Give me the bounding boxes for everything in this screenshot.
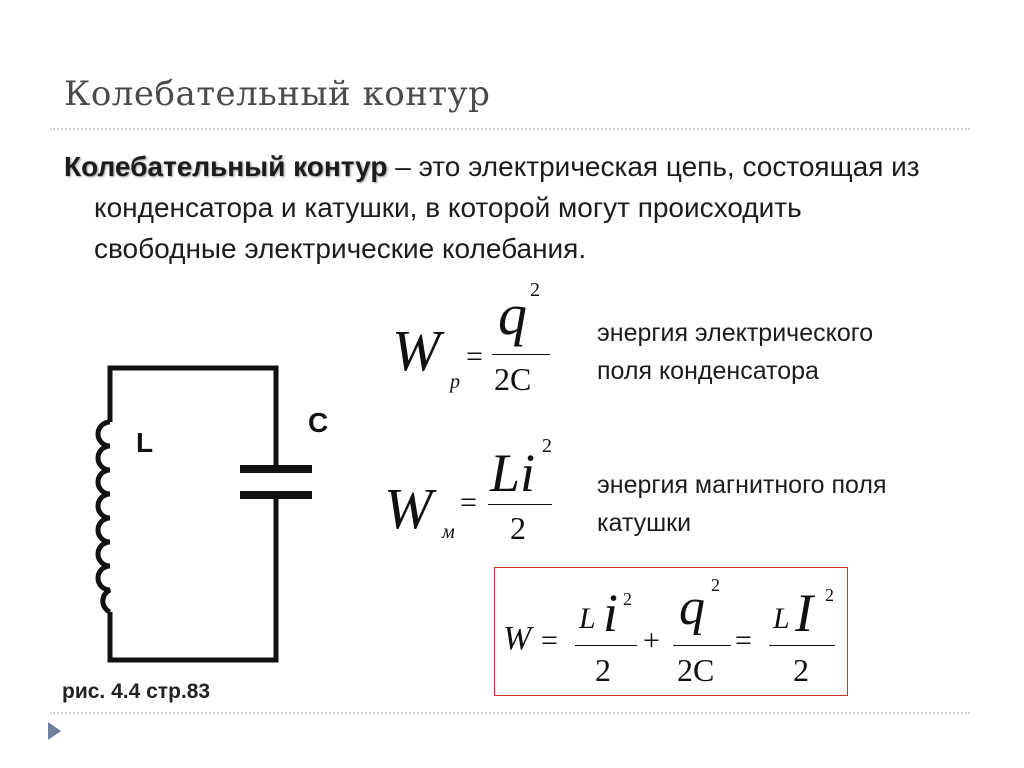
formula-fraction2-q: q: [679, 579, 705, 636]
circuit-wire: [110, 496, 276, 660]
formula-equals: =: [460, 486, 477, 519]
formula-exponent: 2: [623, 589, 632, 609]
formula-subscript: м: [442, 521, 455, 543]
formula-equals: =: [735, 624, 752, 657]
definition-text: – это электрическая цепь, состоящая из конденсатора и катушки, в которой могут происходить свободные электрические колебания.: [94, 151, 920, 264]
formula-fraction1-L: L: [579, 602, 596, 635]
formula-fraction-bar: [492, 354, 550, 355]
formula-fraction3-L: L: [773, 602, 790, 635]
inductor-label: L: [136, 427, 154, 458]
formula-fraction-bar: [673, 645, 731, 646]
formula-fraction-bar: [769, 645, 835, 646]
formula-magnetic-energy: [384, 432, 564, 552]
formula-numerator: q: [498, 282, 527, 347]
formula-exponent: 2: [530, 279, 540, 301]
formula-denominator: 2C: [677, 652, 715, 688]
capacitor-label: C: [308, 407, 329, 438]
formula-plus: +: [643, 624, 660, 657]
description-line: катушки: [597, 509, 692, 537]
circuit-wire: [110, 368, 276, 468]
formula-denominator: 2: [793, 652, 809, 688]
title-divider: [50, 128, 970, 130]
formula-exponent: 2: [542, 435, 552, 457]
formula-fraction-bar: [575, 645, 637, 646]
definition-term: Колебательный контур: [64, 151, 388, 182]
formula-exponent: 2: [825, 585, 834, 605]
formula-denominator: 2: [595, 652, 611, 688]
formula-fraction-bar: [488, 504, 552, 505]
footer-divider: [50, 712, 970, 714]
figure-caption: рис. 4.4 стр.83: [62, 680, 211, 703]
formula-fraction1-i: i: [603, 583, 619, 643]
formula-exponent: 2: [711, 575, 720, 595]
total-energy-box: [494, 567, 848, 696]
formula-numerator: Li: [490, 443, 536, 503]
description-line: энергия электрического: [597, 319, 874, 347]
description-line: поля конденсатора: [597, 357, 819, 385]
capacitor-plate: [240, 491, 312, 499]
description-line: энергия магнитного поля: [597, 471, 887, 499]
formula-denominator: 2: [510, 510, 526, 546]
formula-fraction3-I: I: [795, 583, 813, 643]
capacitor-plate: [240, 465, 312, 473]
formula-lhs: W: [384, 476, 433, 541]
inductor-coil: [98, 422, 110, 612]
formula-lhs: W: [392, 318, 441, 383]
formula-lhs: W: [503, 620, 532, 657]
definition-paragraph: [64, 146, 924, 269]
electric-energy-description: [597, 314, 873, 390]
slide-title: Колебательный контур: [64, 74, 491, 114]
formula-denominator: 2C: [494, 361, 532, 397]
formula-total-energy: [495, 568, 847, 695]
formula-subscript: р: [450, 371, 460, 393]
magnetic-energy-description: [597, 466, 887, 542]
formula-equals: =: [466, 340, 483, 373]
slide-bullet-arrow-icon: [48, 722, 61, 740]
formula-electric-energy: [392, 280, 562, 400]
formula-equals: =: [541, 624, 558, 657]
lc-circuit-diagram: [84, 360, 344, 670]
